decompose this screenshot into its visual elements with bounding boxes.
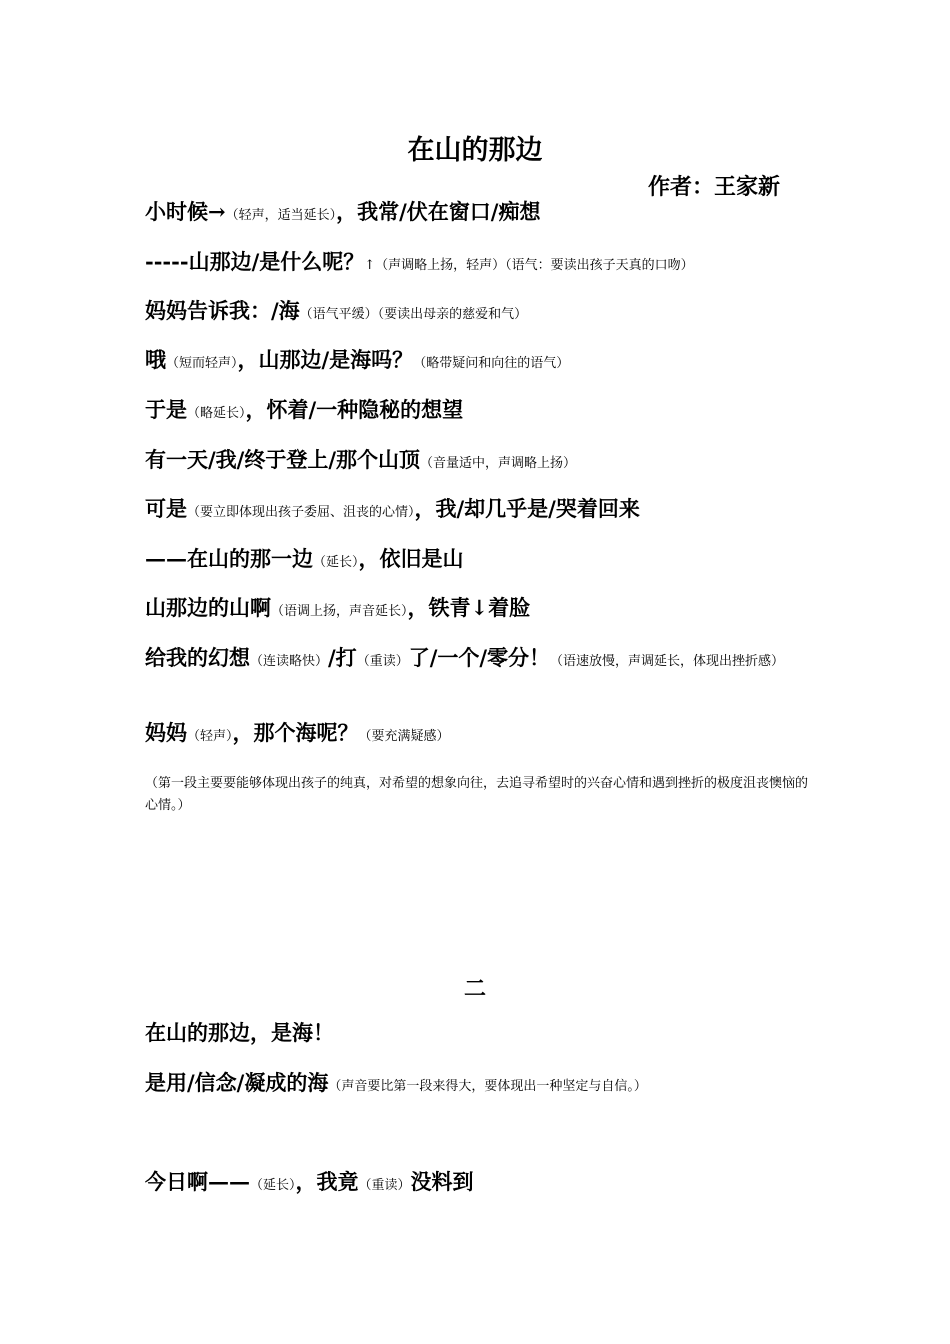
line-text: -----山那边/是什么呢？ (145, 249, 365, 274)
line-text: 有一天/我/终于登上/那个山顶 (145, 447, 421, 472)
reading-note: （延长） (250, 1178, 296, 1193)
poem-line (145, 595, 815, 620)
reading-note: （短而轻声） (166, 356, 238, 371)
reading-note: （略带疑问和向往的语气） (413, 356, 570, 371)
line-text: 没料到 (410, 1169, 474, 1194)
reading-note: （轻声，适当延长） (225, 208, 337, 223)
reading-note: （重读） (356, 654, 409, 669)
line-text: ，我/却几乎是/哭着回来 (414, 496, 640, 521)
poem-line (145, 298, 815, 323)
poem-line (145, 546, 815, 571)
poem-line (145, 447, 815, 472)
reading-note: （音量适中，声调略上扬） (420, 456, 577, 471)
poem-line (145, 645, 815, 675)
line-text: 可是 (145, 496, 187, 521)
page-title: 在山的那边 (407, 135, 543, 166)
poem-line (145, 1020, 815, 1045)
poem-line (145, 720, 815, 745)
reading-note: ↑（声调略上扬，轻声）（语气：要读出孩子天真的口吻） (364, 258, 694, 273)
section-note: （第一段主要要能够体现出孩子的纯真，对希望的想象向往，去追寻希望时的兴奋心情和遇到挫折的极度沮丧懊恼的心情。） (145, 776, 809, 813)
poem-line (145, 496, 815, 521)
line-text: ，怀着/一种隐秘的想望 (245, 397, 464, 422)
reading-note: （连读略快） (250, 654, 329, 669)
reading-note: （略延长） (187, 406, 246, 421)
reading-note: （语速放慢，声调延长，体现出挫折感） (550, 654, 785, 669)
line-text: 了/一个/零分！ (408, 645, 551, 670)
poem-line (145, 199, 815, 224)
line-text: ，那个海呢？ (232, 720, 359, 745)
line-text: ——在山的那一边 (145, 546, 313, 571)
reading-note: （语气平缓）（要读出母亲的慈爱和气） (299, 307, 528, 322)
reading-note: （语调上扬，声音延长） (271, 604, 408, 619)
reading-note: （要充满疑感） (358, 729, 450, 744)
poem-line (145, 249, 815, 274)
line-text: 小时候→ (145, 199, 226, 224)
line-text: 哦 (145, 347, 166, 372)
line-text: ，我常/伏在窗口/痴想 (336, 199, 541, 224)
reading-note: （重读） (358, 1178, 411, 1193)
reading-note: （要立即体现出孩子委屈、沮丧的心情） (187, 505, 415, 520)
poem-line (145, 397, 815, 422)
reading-note: （声音要比第一段来得大，要体现出一种坚定与自信。） (328, 1079, 647, 1094)
line-text: ，山那边/是海吗？ (237, 347, 414, 372)
line-text: /打 (328, 645, 357, 670)
line-text: ，我竟 (295, 1169, 359, 1194)
author-line: 作者：王家新 (648, 174, 781, 200)
poem-line (145, 1169, 815, 1194)
line-text: 在山的那边，是海！ (145, 1020, 334, 1045)
line-text: ，铁青↓着脸 (407, 595, 531, 620)
line-text: 于是 (145, 397, 187, 422)
line-text: 妈妈告诉我：/海 (145, 298, 300, 323)
line-text: 是用/信念/凝成的海 (145, 1070, 329, 1095)
reading-note: （轻声） (187, 729, 233, 744)
poem-line (145, 347, 815, 372)
line-text: 妈妈 (145, 720, 187, 745)
poem-line (145, 1070, 815, 1095)
line-text: ，依旧是山 (358, 546, 464, 571)
line-text: 今日啊—— (145, 1169, 250, 1194)
section-marker: 二 (463, 976, 486, 1002)
line-text: 给我的幻想 (145, 645, 250, 670)
reading-note: （延长） (313, 555, 359, 570)
line-text: 山那边的山啊 (145, 595, 271, 620)
